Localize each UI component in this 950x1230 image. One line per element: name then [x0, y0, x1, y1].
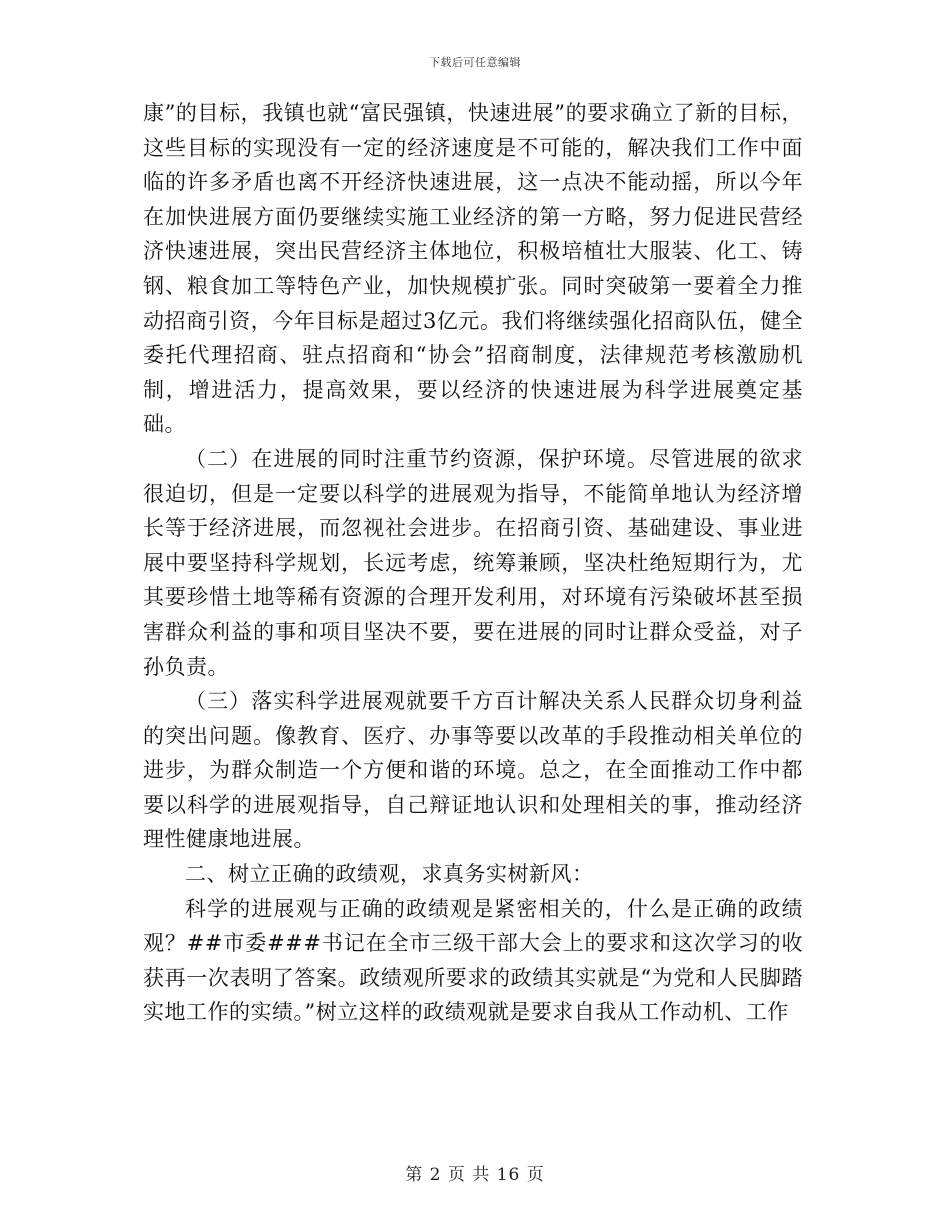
document-body: [143, 96, 803, 1030]
paragraph-section-three: （三）落实科学进展观就要千方百计解决关系人民群众切身利益的突出问题。像教育、医疗、办事等要以改革的手段推动相关单位的进步，为群众制造一个方便和谐的环境。总之，在全面推动工作中都要以科学的进展观指导，自己辩证地认识和处理相关的事，推动经济理性健康地进展。: [143, 689, 803, 852]
page-number-footer: 第 2 页 共 16 页: [405, 1165, 545, 1185]
paragraph-continuation: 康”的目标，我镇也就“富民强镇，快速进展”的要求确立了新的目标，这些目标的实现没有一定的经济速度是不可能的，解决我们工作中面临的许多矛盾也离不开经济快速进展，这一点决不能动摇，所以今年在加快进展方面仍要继续实施工业经济的第一方略，努力促进民营经济快速进展，突出民营经济主体地位，积极培植壮大服装、化工、铸钢、粮食加工等特色产业，加快规模扩张。同时突破第一要着全力推动招商引资，今年目标是超过3亿元。我们将继续强化招商队伍，健全委托代理招商、驻点招商和“协会”招商制度，法律规范考核激励机制，增进活力，提高效果，要以经济的快速进展为科学进展奠定基础。: [143, 101, 803, 437]
page-header-note: 下载后可任意编辑: [429, 56, 521, 69]
section-heading: 二、树立正确的政绩观，求真务实树新风：: [185, 862, 594, 887]
paragraph-political-view: 科学的进展观与正确的政绩观是紧密相关的，什么是正确的政绩观？##市委###书记在全市三级干部大会上的要求和这次学习的收获再一次表明了答案。政绩观所要求的政绩其实就是“为党和人民脚踏实地工作的实绩。”树立这样的政绩观就是要求自我从工作动机、工作: [143, 896, 803, 1025]
paragraph-section-two: （二）在进展的同时注重节约资源，保护环境。尽管进展的欲求很迫切，但是一定要以科学的进展观为指导，不能简单地认为经济增长等于经济进展，而忽视社会进步。在招商引资、基础建设、事业进展中要坚持科学规划，长远考虑，统筹兼顾，坚决杜绝短期行为，尤其要珍惜土地等稀有资源的合理开发利用，对环境有污染破坏甚至损害群众利益的事和项目坚决不要，要在进展的同时让群众受益，对子孙负责。: [143, 446, 803, 679]
